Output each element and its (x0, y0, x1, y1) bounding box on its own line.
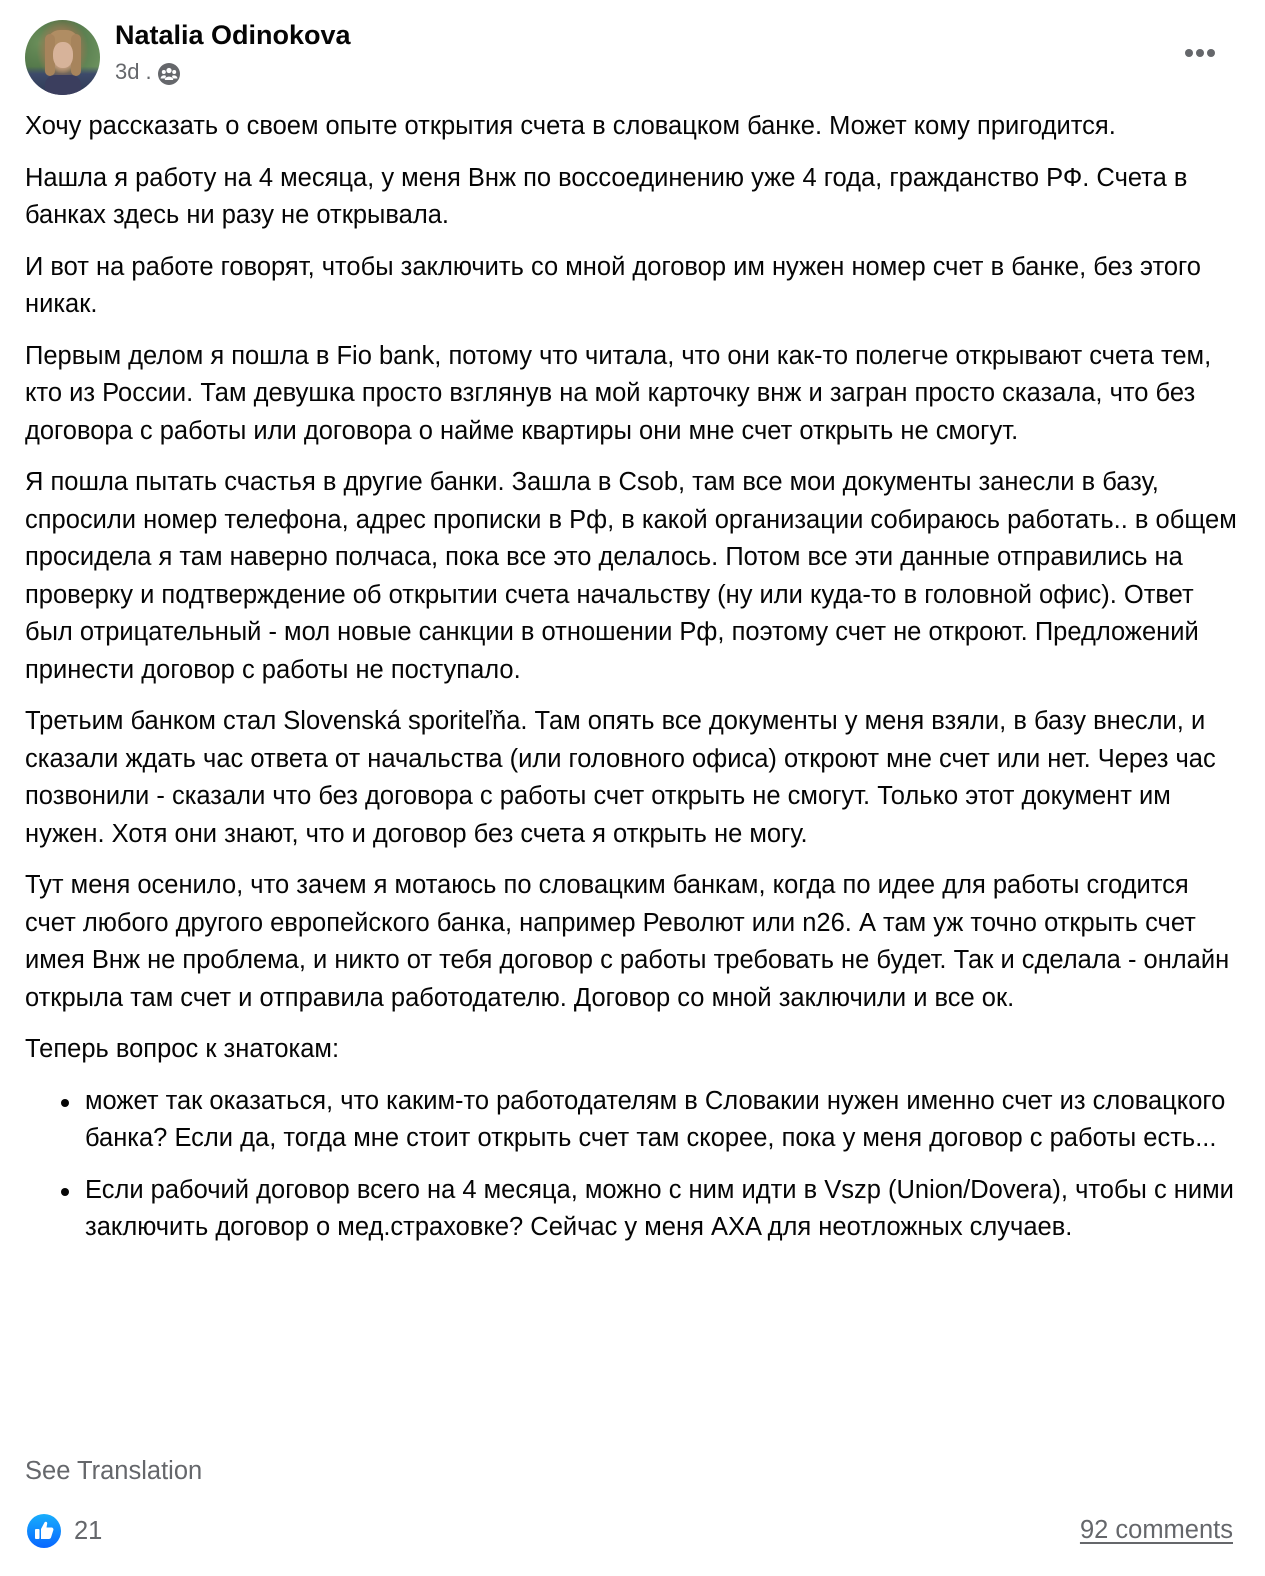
group-icon[interactable] (158, 63, 180, 85)
post-paragraph: Первым делом я пошла в Fio bank, потому что читала, что они как-то полегче открывают счета тем, кто из России. Там девушка просто взглянув на мой карточку внж и загран просто сказала, что без договора с работы или договора о найме квартиры они мне счет открыть не смогут. (25, 341, 1212, 445)
post-paragraph: Третьим банком стал Slovenská sporiteľňa. Там опять все документы у меня взяли, в базу внесли, и сказали ждать час ответа от начальства (или головного офиса) откроют мне счет или нет. Через час позвонили - сказали что без договора с работы счет открыть не смогут. Только этот документ им нужен. Хотя они знают, что и договор без счета я открыть не могу. (25, 707, 1216, 848)
post-paragraph: Тут меня осенило, что зачем я мотаюсь по словацким банкам, когда по идее для работы сгодится счет любого другого европейского банка, например Револют или n26. А там уж точно открыть счет имея Внж не проблема, и никто от тебя договор с работы требовать не будет. Так и сделала - онлайн открыла там счет и отправила работодателю. Договор со мной заключили и все ок. (25, 871, 1230, 1012)
avatar-face (53, 42, 73, 68)
post-paragraph: И вот на работе говорят, чтобы заключить со мной договор им нужен номер счет в банке, без этого никак. (25, 252, 1201, 318)
like-icon (27, 1514, 61, 1548)
question-list (25, 1083, 1240, 1247)
post-paragraph: Нашла я работу на 4 месяца, у меня Внж по воссоединению уже 4 года, гражданство РФ. Счета в банках здесь ни разу не открывала. (25, 163, 1188, 229)
more-options-icon-dot (1207, 49, 1215, 57)
post-paragraph: Я пошла пытать счастья в другие банки. Зашла в Csob, там все мои документы занесли в базу, спросили номер телефона, адрес прописки в Рф, в какой организации собираюсь работать.. в общем просидела я там наверно полчаса, пока все это делалось. Потом все эти данные отправились на проверку и подтверждение об открытии счета начальству (ну или куда-то в головной офис). Ответ был отрицательный - мол новые санкции в отношении Рф, поэтому счет не откроют. Предложений принести договор с работы не поступало. (25, 468, 1237, 684)
more-options-icon-dot (1196, 49, 1204, 57)
post-paragraph: Хочу рассказать о своем опыте открытия счета в словацком банке. Может кому пригодится. (25, 112, 1116, 140)
post-paragraph: Теперь вопрос к знатокам: (25, 1035, 340, 1063)
post-meta (115, 59, 180, 85)
post-timestamp[interactable]: 3d (115, 59, 140, 84)
author-avatar[interactable] (25, 20, 100, 95)
post-header (0, 0, 1265, 100)
reaction-count: 21 (74, 1516, 103, 1545)
reactions-summary[interactable] (27, 1514, 102, 1548)
question-list-item: может так оказаться, что каким-то работодателям в Словакии нужен именно счет из словацкого банка? Если да, тогда мне стоит открыть счет там скорее, пока у меня договор с работы есть... (25, 1083, 1240, 1158)
post-body (25, 108, 1240, 1261)
more-options-icon-dot (1185, 49, 1193, 57)
see-translation-link[interactable]: See Translation (25, 1457, 203, 1485)
avatar-shirt (45, 75, 81, 95)
meta-separator: . (145, 59, 152, 84)
question-list-item: Если рабочий договор всего на 4 месяца, можно с ним идти в Vszp (Union/Dovera), чтобы с ними заключить договор о мед.страховке? Сейчас у меня AXA для неотложных случаев. (25, 1172, 1240, 1247)
post-footer (0, 1508, 1265, 1558)
author-name[interactable]: Natalia Odinokova (115, 20, 351, 50)
more-options-button[interactable] (1178, 38, 1222, 68)
comments-count-link[interactable]: 92 comments (1079, 1516, 1233, 1544)
